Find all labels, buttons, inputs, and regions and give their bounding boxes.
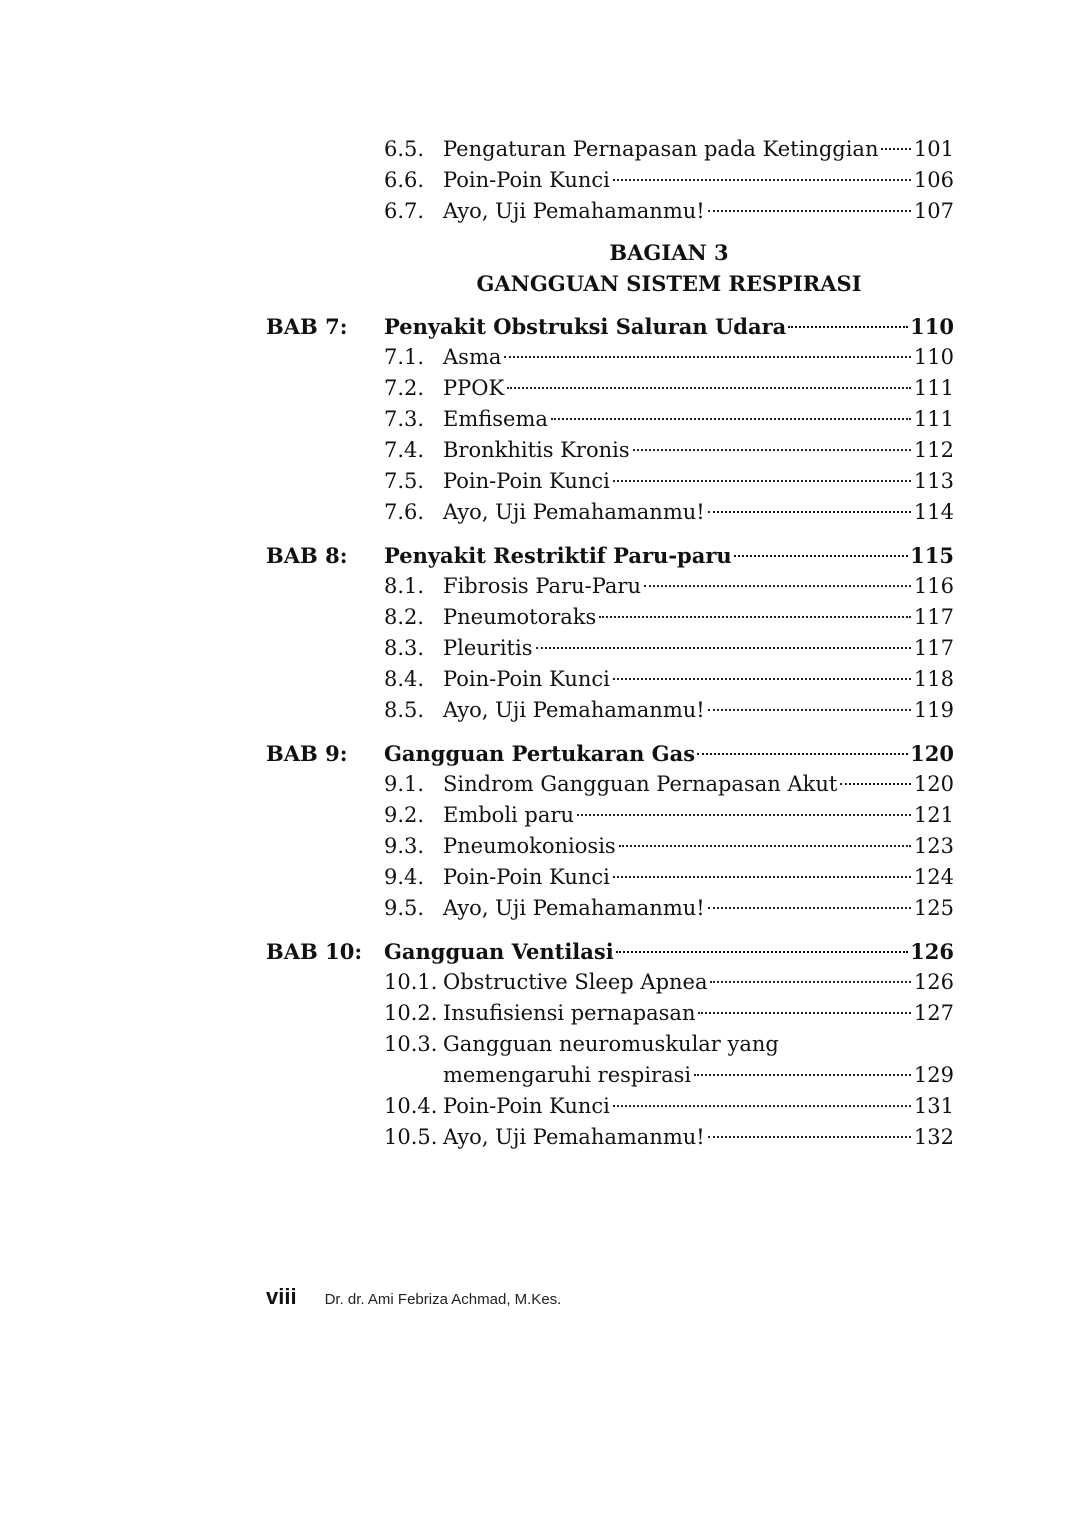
section-number: 8.4.	[384, 667, 425, 691]
section-number: 9.1.	[384, 772, 425, 796]
section-number: 8.1.	[384, 574, 425, 598]
page-number: 120	[913, 772, 954, 796]
page-number: 117	[913, 605, 954, 629]
toc-entry[interactable]	[266, 1122, 954, 1153]
section-title: Ayo, Uji Pemahamanmu!	[443, 199, 705, 223]
section-title: Poin-Poin Kunci	[443, 667, 610, 691]
section-title: Pengaturan Pernapasan pada Ketinggian	[443, 137, 879, 161]
section-title: Emboli paru	[443, 803, 574, 827]
chapter-title: Gangguan Ventilasi	[384, 939, 614, 964]
leader-dots	[708, 1136, 911, 1138]
leader-dots	[708, 709, 911, 711]
chapter-title: Penyakit Restriktif Paru-paru	[384, 543, 732, 568]
toc-entry[interactable]	[266, 571, 954, 602]
section-number: 10.1.	[384, 970, 438, 994]
page-number: 114	[913, 500, 954, 524]
chapter-label: BAB 7:	[266, 314, 348, 339]
toc-entry[interactable]	[266, 695, 954, 726]
section-number: 10.3.	[384, 1032, 438, 1056]
table-of-contents	[266, 134, 954, 1153]
section-number: 7.2.	[384, 376, 425, 400]
page-number: 125	[913, 896, 954, 920]
toc-entry[interactable]	[266, 967, 954, 998]
toc-entry[interactable]	[266, 633, 954, 664]
page-number: 124	[913, 865, 954, 889]
section-title: Pleuritis	[443, 636, 533, 660]
toc-entry[interactable]	[266, 998, 954, 1029]
leader-dots	[616, 951, 908, 953]
leader-dots	[536, 647, 911, 649]
toc-entry[interactable]	[266, 435, 954, 466]
section-title: Ayo, Uji Pemahamanmu!	[443, 1125, 705, 1149]
leader-dots	[613, 179, 911, 181]
chapter-entry[interactable]	[266, 936, 954, 967]
leader-dots	[613, 876, 911, 878]
chapter-entry[interactable]	[266, 738, 954, 769]
section-title: Ayo, Uji Pemahamanmu!	[443, 896, 705, 920]
section-title: Asma	[443, 345, 502, 369]
leader-dots	[734, 555, 908, 557]
section-title: Ayo, Uji Pemahamanmu!	[443, 500, 705, 524]
leader-dots	[613, 678, 911, 680]
chapter-title: Penyakit Obstruksi Saluran Udara	[384, 314, 787, 339]
page-number: 120	[910, 741, 954, 766]
section-number: 7.1.	[384, 345, 425, 369]
section-number: 9.5.	[384, 896, 425, 920]
page-number: 112	[913, 438, 954, 462]
page-number: 131	[913, 1094, 954, 1118]
chapter-label: BAB 9:	[266, 741, 348, 766]
footer-author: Dr. dr. Ami Febriza Achmad, M.Kes.	[324, 1291, 562, 1308]
page-number: 111	[913, 376, 954, 400]
toc-entry[interactable]	[266, 664, 954, 695]
page-number: 126	[913, 970, 954, 994]
toc-entry[interactable]	[266, 404, 954, 435]
toc-entry[interactable]	[266, 373, 954, 404]
section-title: Fibrosis Paru-Paru	[443, 574, 641, 598]
toc-entry[interactable]	[266, 800, 954, 831]
section-number: 8.5.	[384, 698, 425, 722]
section-title: Insufisiensi pernapasan	[443, 1001, 696, 1025]
section-title: Ayo, Uji Pemahamanmu!	[443, 698, 705, 722]
page-number: 110	[913, 345, 954, 369]
leader-dots	[644, 585, 911, 587]
chapter-title: Gangguan Pertukaran Gas	[384, 741, 696, 766]
section-title: Poin-Poin Kunci	[443, 1094, 610, 1118]
toc-entry[interactable]	[266, 893, 954, 924]
toc-entry-continuation[interactable]	[266, 1060, 954, 1091]
chapter-label: BAB 10:	[266, 939, 363, 964]
section-number: 9.2.	[384, 803, 425, 827]
part-label: BAGIAN 3	[609, 240, 729, 265]
page-number: 113	[913, 469, 954, 493]
page-number: 116	[913, 574, 954, 598]
leader-dots	[599, 616, 911, 618]
page-number: 123	[913, 834, 954, 858]
leader-dots	[507, 387, 911, 389]
section-title: Emfisema	[443, 407, 548, 431]
leader-dots	[619, 845, 911, 847]
toc-entry[interactable]	[266, 196, 954, 227]
part-heading	[266, 237, 954, 299]
leader-dots	[694, 1074, 911, 1076]
leader-dots	[698, 1012, 910, 1014]
chapter-label: BAB 8:	[266, 543, 348, 568]
leader-dots	[708, 511, 911, 513]
page-number: 118	[913, 667, 954, 691]
section-number: 8.2.	[384, 605, 425, 629]
page-number: 101	[913, 137, 954, 161]
leader-dots	[577, 814, 911, 816]
section-title: Poin-Poin Kunci	[443, 168, 610, 192]
page-number: 106	[913, 168, 954, 192]
section-number: 8.3.	[384, 636, 425, 660]
section-number: 7.3.	[384, 407, 425, 431]
toc-entry[interactable]	[266, 466, 954, 497]
page-footer	[266, 1284, 561, 1314]
chapter-entry[interactable]	[266, 540, 954, 571]
page-number: 127	[913, 1001, 954, 1025]
toc-entry[interactable]	[266, 831, 954, 862]
toc-entry[interactable]	[266, 165, 954, 196]
leader-dots	[840, 783, 911, 785]
leader-dots	[708, 210, 911, 212]
part-title: GANGGUAN SISTEM RESPIRASI	[476, 271, 862, 296]
toc-entry[interactable]	[266, 1029, 954, 1060]
page-number: 115	[910, 543, 954, 568]
toc-entry[interactable]	[266, 342, 954, 373]
section-number: 7.6.	[384, 500, 425, 524]
page-number: 119	[913, 698, 954, 722]
toc-entry[interactable]	[266, 134, 954, 165]
page-number: 121	[913, 803, 954, 827]
section-number: 10.4.	[384, 1094, 438, 1118]
section-number: 6.7.	[384, 199, 425, 223]
leader-dots	[613, 1105, 911, 1107]
section-number: 9.3.	[384, 834, 425, 858]
leader-dots	[551, 418, 911, 420]
footer-page-number: viii	[266, 1284, 297, 1309]
toc-entry[interactable]	[266, 497, 954, 528]
section-title: PPOK	[443, 376, 505, 400]
toc-entry[interactable]	[266, 602, 954, 633]
section-number: 9.4.	[384, 865, 425, 889]
toc-entry[interactable]	[266, 769, 954, 800]
section-title-continuation: memengaruhi respirasi	[443, 1063, 692, 1087]
page-number: 132	[913, 1125, 954, 1149]
section-number: 7.5.	[384, 469, 425, 493]
leader-dots	[633, 449, 911, 451]
page-number: 110	[910, 314, 954, 339]
page-number: 129	[913, 1063, 954, 1087]
section-number: 7.4.	[384, 438, 425, 462]
page-number: 117	[913, 636, 954, 660]
leader-dots	[504, 356, 911, 358]
leader-dots	[710, 981, 910, 983]
toc-entry[interactable]	[266, 862, 954, 893]
page-number: 107	[913, 199, 954, 223]
leader-dots	[881, 148, 910, 150]
section-number: 6.6.	[384, 168, 425, 192]
section-title: Poin-Poin Kunci	[443, 469, 610, 493]
leader-dots	[613, 480, 911, 482]
chapter-entry[interactable]	[266, 311, 954, 342]
page-number: 126	[910, 939, 954, 964]
section-title: Bronkhitis Kronis	[443, 438, 630, 462]
page-number: 111	[913, 407, 954, 431]
leader-dots	[697, 753, 908, 755]
section-title: Pneumokoniosis	[443, 834, 616, 858]
leader-dots	[788, 326, 908, 328]
section-number: 10.2.	[384, 1001, 438, 1025]
section-title: Poin-Poin Kunci	[443, 865, 610, 889]
toc-entry[interactable]	[266, 1091, 954, 1122]
section-number: 6.5.	[384, 137, 425, 161]
section-number: 10.5.	[384, 1125, 438, 1149]
leader-dots	[708, 907, 911, 909]
section-title: Sindrom Gangguan Pernapasan Akut	[443, 772, 838, 796]
section-title: Obstructive Sleep Apnea	[443, 970, 708, 994]
section-title: Pneumotoraks	[443, 605, 597, 629]
section-title: Gangguan neuromuskular yang	[443, 1032, 779, 1056]
